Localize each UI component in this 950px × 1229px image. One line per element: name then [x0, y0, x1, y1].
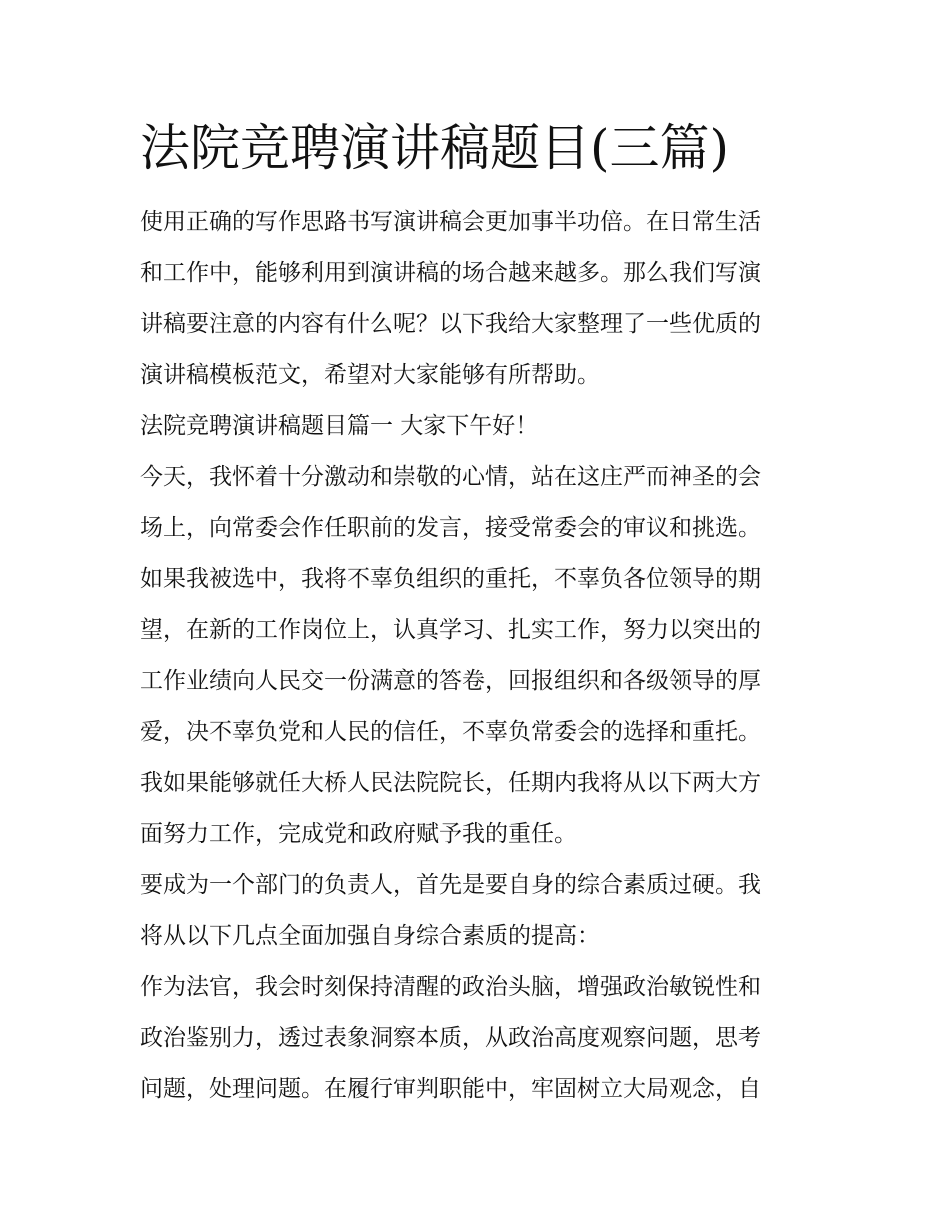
body-line: 要成为一个部门的负责人，首先是要自身的综合素质过硬。我	[140, 872, 761, 898]
body-line: 将从以下几点全面加强自身综合素质的提高：	[140, 923, 600, 949]
section-heading-line: 法院竞聘演讲稿题目篇一 大家下午好！	[140, 413, 539, 439]
document-body	[140, 197, 812, 1115]
body-line: 面努力工作，完成党和政府赋予我的重任。	[140, 821, 577, 847]
body-line: 望，在新的工作岗位上，认真学习、扎实工作，努力以突出的	[140, 617, 761, 643]
body-line: 工作业绩向人民交一份满意的答卷，回报组织和各级领导的厚	[140, 668, 761, 694]
body-line: 和工作中，能够利用到演讲稿的场合越来越多。那么我们写演	[140, 260, 761, 286]
body-line: 场上，向常委会作任职前的发言，接受常委会的审议和挑选。	[140, 515, 761, 541]
body-line: 政治鉴别力，透过表象洞察本质，从政治高度观察问题，思考	[140, 1025, 761, 1051]
body-line: 作为法官，我会时刻保持清醒的政治头脑，增强政治敏锐性和	[140, 974, 761, 1000]
body-line: 如果我被选中，我将不辜负组织的重托，不辜负各位领导的期	[140, 566, 761, 592]
body-line: 爱，决不辜负党和人民的信任，不辜负常委会的选择和重托。	[140, 719, 761, 745]
body-line: 讲稿要注意的内容有什么呢？以下我给大家整理了一些优质的	[140, 311, 761, 337]
body-line: 今天，我怀着十分激动和崇敬的心情，站在这庄严而神圣的会	[140, 464, 761, 490]
document-title: 法院竞聘演讲稿题目(三篇)	[140, 119, 730, 177]
body-line: 使用正确的写作思路书写演讲稿会更加事半功倍。在日常生活	[140, 209, 761, 235]
body-line: 我如果能够就任大桥人民法院院长，任期内我将从以下两大方	[140, 770, 761, 796]
body-line: 演讲稿模板范文，希望对大家能够有所帮助。	[140, 362, 600, 388]
body-line: 问题，处理问题。在履行审判职能中，牢固树立大局观念，自	[140, 1076, 761, 1102]
